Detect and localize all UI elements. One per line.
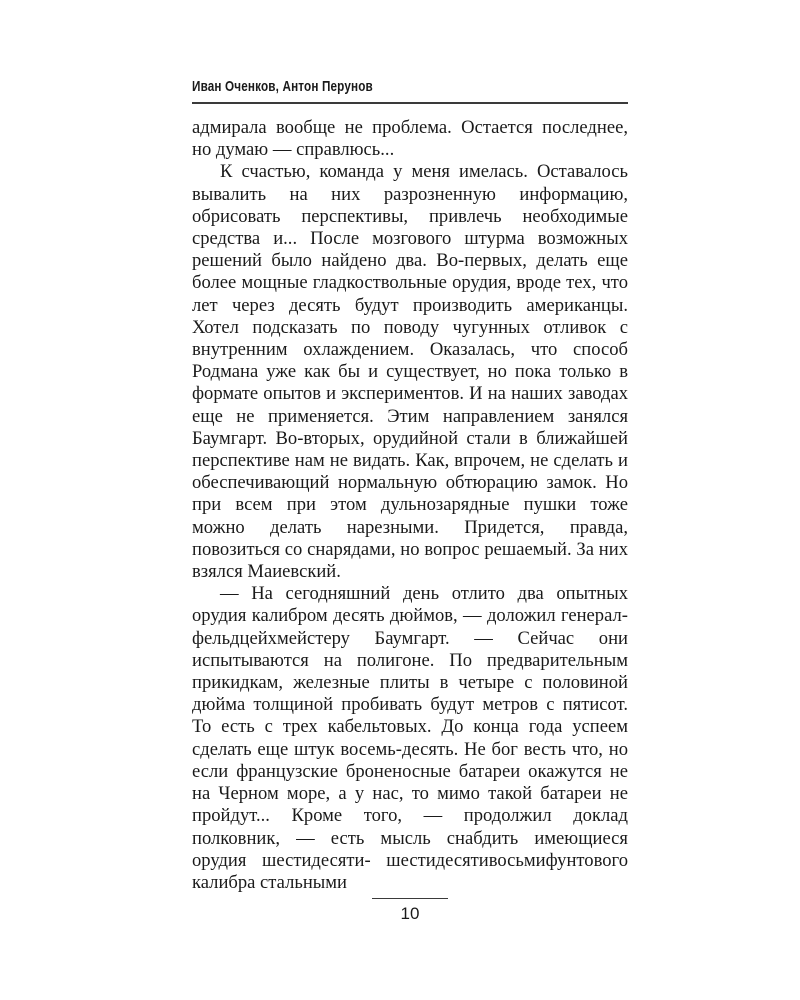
paragraph: — На сегодняшний день отлито два опытных орудия калибром десять дюймов, — доложил генерал-фельдцейхмейстеру Баумгарт. — Сейчас они испытываются на полигоне. По предварительным прикидкам, железные плиты в четыре с половиной дюйма толщиной пробивать будут метров с пятисот. То есть с трех кабельтовых. До конца года успеем сделать еще штук восемь-десять. Не бог весть что, но если французские броненосные батареи окажутся не на Черном море, а у нас, то мимо такой батареи не пройдут... Кроме того, — продолжил доклад полковник, — есть мысль снабдить имеющиеся орудия шестидесяти- шестидесятивосьмифунтового калибра стальными [192, 583, 628, 893]
paragraph: К счастью, команда у меня имелась. Оставалось вывалить на них разрозненную информацию, обрисовать перспективы, привлечь необходимые средства и... После мозгового штурма возможных решений было найдено два. Во-первых, делать еще более мощные гладкоствольные орудия, вроде тех, что лет через десять будут производить американцы. Хотел подсказать по поводу чугунных отливок с внутренним охлаждением. Оказалась, что способ Родмана уже как бы и существует, но пока только в формате опытов и экспериментов. И на наших заводах еще не применяется. Этим направлением занялся Баумгарт. Во-вторых, орудийной стали в ближайшей перспективе нам не видать. Как, впрочем, не сделать и обеспечивающий нормальную обтюрацию замок. Но при всем при этом дульнозарядные пушки тоже можно делать нарезными. Придется, правда, повозиться со снарядами, но вопрос решаемый. За них взялся Маиевский. [192, 161, 628, 583]
paragraph: адмирала вообще не проблема. Остается последнее, но думаю — справлюсь... [192, 117, 628, 161]
folio-rule [372, 898, 448, 899]
running-header [192, 74, 628, 104]
body-text [192, 117, 628, 894]
page-number: 10 [400, 904, 420, 923]
running-title: Иван Оченков, Антон Перунов [192, 78, 373, 95]
